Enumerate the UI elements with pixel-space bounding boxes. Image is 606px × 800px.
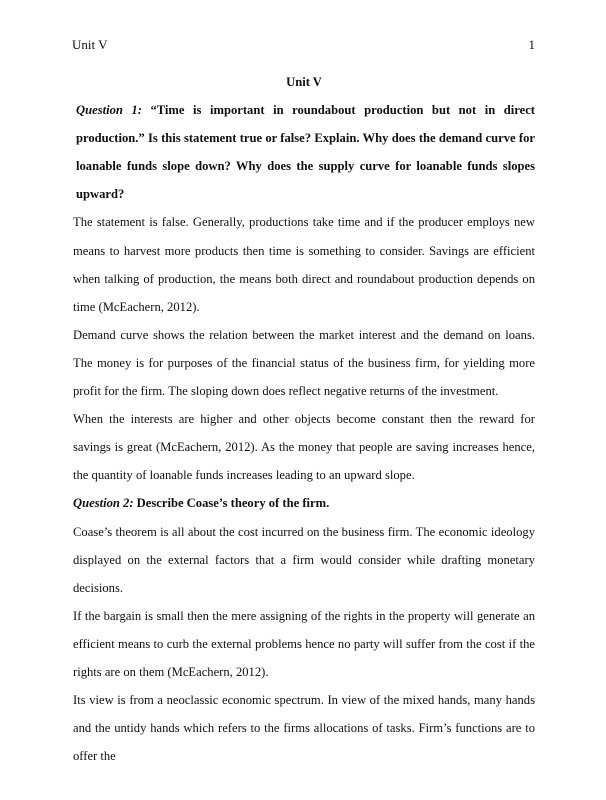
question-2-text: Describe Coase’s theory of the firm. (133, 496, 330, 511)
question-1-label: Question 1: (76, 103, 142, 118)
page-number: 1 (528, 37, 535, 52)
answer-2-paragraph-1: Coase’s theorem is all about the cost incurred on the business firm. The economic ideology displayed on the external factors that a firm would consider while drafting monetary decisions. (73, 524, 535, 595)
document-body (73, 68, 535, 770)
answer-1-paragraph-1: The statement is false. Generally, productions take time and if the producer employs new means to harvest more products then time is something to consider. Savings are efficient when talking of production, the means both direct and roundabout production depends on time (McEachern, 2012). (73, 215, 535, 314)
running-head: Unit V (72, 37, 108, 52)
question-2-label: Question 2: (73, 496, 134, 511)
question-1 (73, 96, 535, 208)
answer-1-paragraph-2: Demand curve shows the relation between the market interest and the demand on loans. The money is for purposes of the financial status of the business firm, for yielding more profit for the firm. The sloping down does reflect negative returns of the investment. (73, 327, 535, 399)
answer-1-paragraph-3: When the interests are higher and other objects become constant then the reward for savings is great (McEachern, 2012). As the money that people are saving increases hence, the quantity of loanable funds increases leading to an upward slope. (73, 412, 535, 483)
question-1-text: “Time is important in roundabout production but not in direct production.” Is this statement true or false? Explain. Why does the demand curve for loanable funds slope down? Why does the supply curve for loanable funds slopes upward? (76, 103, 535, 202)
answer-2-paragraph-3: Its view is from a neoclassic economic spectrum. In view of the mixed hands, many hands and the untidy hands which refers to the firms allocations of tasks. Firm’s functions are to offer the (73, 693, 535, 764)
question-2 (73, 489, 535, 517)
answer-2-paragraph-2: If the bargain is small then the mere assigning of the rights in the property will generate an efficient means to curb the external problems hence no party will suffer from the cost if the rights are on them (McEachern, 2012). (73, 608, 535, 679)
document-title: Unit V (286, 75, 322, 89)
